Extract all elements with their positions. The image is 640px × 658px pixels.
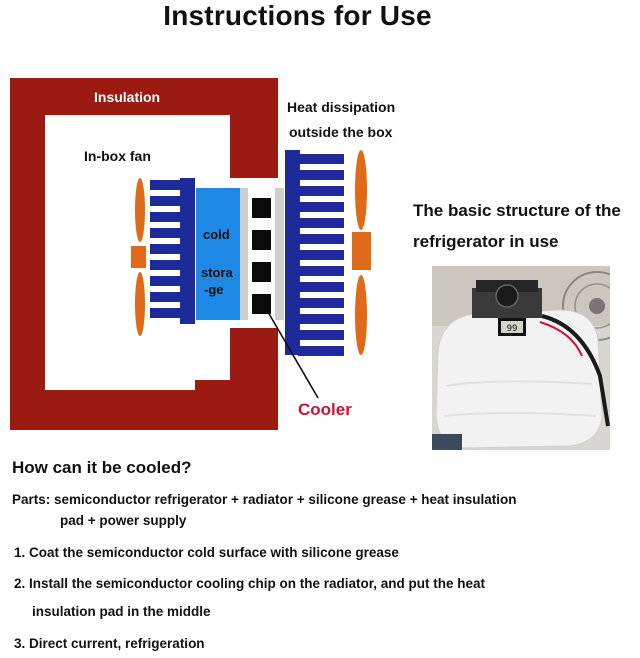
parts-line1: Parts: semiconductor refrigerator + radiator + silicone grease + heat insulation <box>12 492 517 507</box>
refrigerator-photo-svg <box>432 266 610 450</box>
step-3: 3. Direct current, refrigeration <box>14 636 205 651</box>
cooling-question: How can it be cooled? <box>12 458 192 477</box>
fan-blade-bottom <box>135 272 145 336</box>
grease-pad-left <box>240 188 248 320</box>
step-2: 2. Install the semiconductor cooling chip on the radiator, and put the heat <box>14 576 486 591</box>
insulation-label: Insulation <box>94 89 161 105</box>
inner-heatsink-fins <box>150 180 182 318</box>
cooler-label: Cooler <box>298 400 352 419</box>
fan-hub-left <box>131 246 146 268</box>
structure-title-line2: refrigerator in use <box>413 232 559 251</box>
outer-heatsink-base <box>285 150 300 355</box>
fan-hub-right <box>352 232 371 270</box>
fan-blade-top <box>135 178 145 242</box>
page-title: Instructions for Use <box>163 0 432 31</box>
thermometer-reading: 99 <box>506 324 518 334</box>
refrigerator-photo <box>432 266 610 450</box>
refrigerator-diagram <box>0 70 400 440</box>
grease-pad-right <box>275 188 284 320</box>
structure-title-line1: The basic structure of the <box>413 201 621 220</box>
outer-heatsink-fins <box>298 154 344 356</box>
parts-list <box>12 489 627 531</box>
inner-heatsink-base <box>180 178 195 324</box>
heat-dissipation-label-line2: outside the box <box>289 124 393 140</box>
step-2-continued: insulation pad in the middle <box>32 604 211 619</box>
storage-label-line1: stora <box>201 265 233 280</box>
cold-label: cold <box>203 227 230 242</box>
step-1: 1. Coat the semiconductor cold surface with silicone grease <box>14 545 399 560</box>
fan-label: In-box fan <box>84 148 151 164</box>
cold-storage-block <box>196 188 240 320</box>
outside-fan-blade-top <box>355 150 367 230</box>
heat-dissipation-label-line1: Heat dissipation <box>287 99 396 115</box>
outside-fan-blade-bottom <box>355 275 367 355</box>
parts-line2: pad + power supply <box>60 513 187 528</box>
structure-title <box>413 195 638 257</box>
storage-label-line2: -ge <box>204 282 224 297</box>
